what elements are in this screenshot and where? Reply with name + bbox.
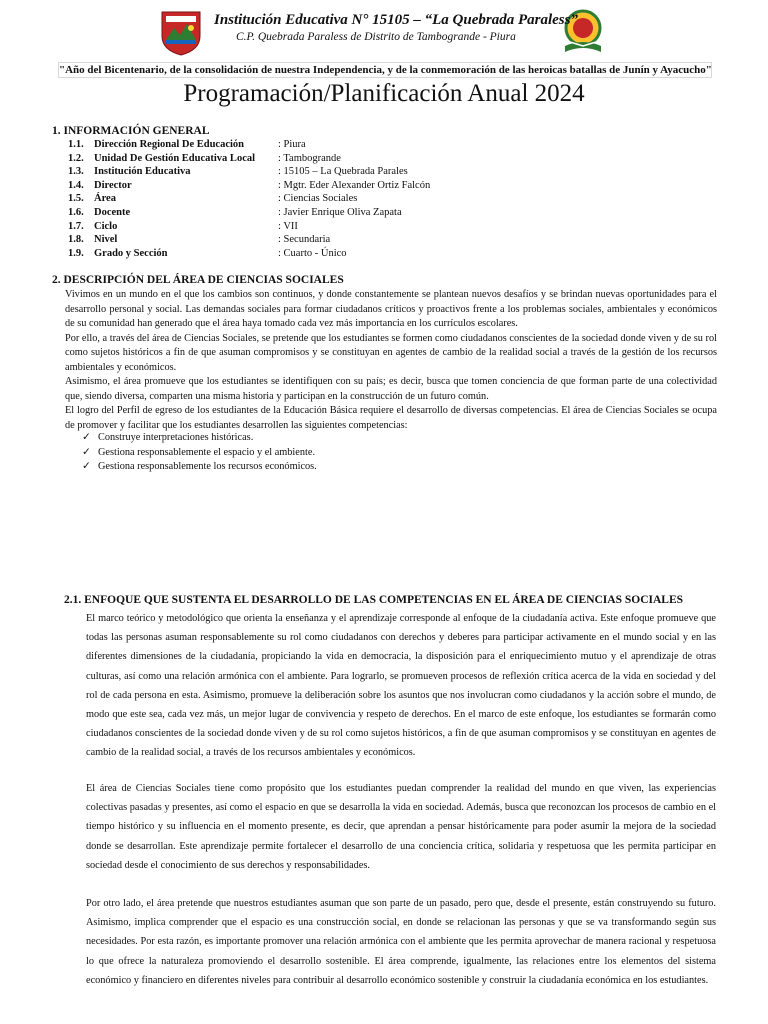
paragraph: Por ello, a través del área de Ciencias Sociales, se pretende que los estudiantes se formen como ciudadanos conscientes de la sociedad donde viven y de su rol como sujetos históricos a fin de que asuman compromisos y se constituyan en agentes de cambio de la realidad social a través de la gestión de los recursos ambientales y económicos.: [65, 332, 717, 373]
info-row: [68, 207, 748, 221]
competencias-list: [82, 431, 317, 475]
year-motto: "Año del Bicentenario, de la consolidación de nuestra Independencia, y de la conmemoración de las heroicas batallas de Junín y Ayacucho": [59, 64, 712, 76]
list-item: [82, 431, 317, 446]
institution-location: C.P. Quebrada Paraless de Distrito de Tambogrande - Piura: [236, 31, 516, 43]
info-number: 1.7.: [68, 220, 84, 232]
info-number: 1.2.: [68, 152, 84, 164]
school-crest-icon: [158, 10, 204, 56]
section-1-heading: 1. INFORMACIÓN GENERAL: [52, 125, 210, 137]
info-row: [68, 234, 748, 248]
info-value: : 15105 – La Quebrada Parales: [278, 166, 408, 178]
info-number: 1.3.: [68, 166, 84, 178]
info-label: Área: [94, 193, 116, 205]
institution-name: Institución Educativa N° 15105 – “La Quebrada Paraless”: [214, 12, 578, 28]
section-2-1-heading: 2.1. ENFOQUE QUE SUSTENTA EL DESARROLLO DE LAS COMPETENCIAS EN EL ÁREA DE CIENCIAS SOCIALES: [64, 594, 684, 606]
list-item: [82, 446, 317, 461]
paragraph: El logro del Perfil de egreso de los estudiantes de la Educación Básica requiere el desarrollo de diversas competencias. El área de Ciencias Sociales se ocupa de promover y facilitar que los estudiantes desarrollen las siguientes competencias:: [65, 405, 717, 431]
info-row: [68, 166, 748, 180]
info-row: [68, 139, 748, 153]
info-label: Docente: [94, 207, 131, 218]
checkmark-icon: ✓: [82, 446, 91, 458]
info-label: Nivel: [94, 234, 118, 246]
info-value: : Tambogrande: [278, 152, 341, 164]
info-number: 1.1.: [68, 139, 84, 150]
por-otro-lado-paragraph: Por otro lado, el área pretende que nuestros estudiantes asuman que son parte de un pasado, pero que, desde el presente, están construyendo su futuro. Asimismo, implica comprender que el espacio es una construcción social, en donde se relacionan las personas y que se va transformando según sus necesidades. Por esta razón, es importante promover una relación armónica con el ambiente que les permita aprovechar de manera racional y respetuosa lo que ofrece la naturaleza promoviendo el desarrollo sostenible. El área comprende, igualmente, las relaciones entre los elementos del sistema económico y financiero en diferentes niveles para contribuir al desarrollo económico sostenible y construir la ciudadanía económica en los estudiantes.: [86, 898, 716, 986]
proposito-paragraph: El área de Ciencias Sociales tiene como propósito que los estudiantes puedan comprender la realidad del mundo en que viven, las experiencias colectivas pasadas y presentes, así como el espacio en que se desarrolla la vida en sociedad. Además, busca que reconozcan los procesos de cambio en el tiempo histórico y su influencia en el momento presente, es decir, que aprendan a pensar históricamente para poder asumir la mejora de la sociedad donde se desarrollan. Este aprendizaje permite fortalecer el desarrollo de una conciencia crítica, solidaria y respetuosa que les permita participar en sociedad desde el conocimiento de sus derechos y responsabilidades.: [86, 783, 716, 871]
info-label: Unidad De Gestión Educativa Local: [94, 152, 256, 164]
info-label: Ciclo: [94, 220, 118, 232]
info-number: 1.5.: [68, 193, 84, 205]
info-value: : Mgtr. Eder Alexander Ortiz Falcón: [278, 179, 431, 191]
enfoque-paragraph: El marco teórico y metodológico que orienta la enseñanza y el aprendizaje corresponde al enfoque de la ciudadanía activa. Este enfoque promueve que todas las personas asuman responsablemente su rol como ciudadanos con derechos y deberes para participar activamente en el mundo social y en las diferentes dimensiones de la ciudadanía, propiciando la vida en democracia, la disposición para el enriquecimiento mutuo y el aprendizaje de otras culturas, así como una relación armónica con el ambiente. Para lograrlo, se promueven procesos de reflexión crítica acerca de la vida en sociedad y del rol de cada persona en esta. Asimismo, promueve la deliberación sobre los asuntos que nos involucran como ciudadanos y la acción sobre el mundo, de modo que este sea, cada vez más, un mejor lugar de convivencia y respeto de derechos. En el marco de este enfoque, los estudiantes se formarán como ciudadanos conscientes de la sociedad donde viven y de su rol como sujetos históricos, a fin de que asuman compromisos y se constituyan en agentes de cambio de la realidad social, a través de los recursos ambientales y económicos.: [86, 613, 716, 759]
info-row: [68, 221, 748, 235]
section-2-heading: 2. DESCRIPCIÓN DEL ÁREA DE CIENCIAS SOCIALES: [52, 274, 344, 286]
paragraph: Asimismo, el área promueve que los estudiantes se identifiquen con su país; es decir, busca que tomen conciencia de que forman parte de una colectividad que, siendo diversa, comparten una misma historia y participan en la construcción de un futuro común.: [65, 376, 717, 402]
page-title: Programación/Planificación Anual 2024: [183, 80, 585, 107]
info-label: Dirección Regional De Educación: [94, 139, 245, 150]
competencia-label: Construye interpretaciones históricas.: [98, 432, 254, 443]
list-item: [82, 460, 317, 475]
info-value: : VII: [278, 220, 298, 232]
info-value: : Ciencias Sociales: [278, 193, 358, 205]
info-number: 1.6.: [68, 207, 84, 218]
info-value: : Secundaria: [278, 234, 331, 246]
info-value: : Piura: [278, 139, 306, 150]
paragraph: Vivimos en un mundo en el que los cambios son continuos, y donde constantemente se plantean nuevos desafíos y se brindan nuevas oportunidades para el desarrollo personal y social. Las demandas sociales para formar ciudadanos críticos y proactivos frente a los problemas sociales, ambientales y económicos de su comunidad han generado que el área haya tomado cada vez más importancia en los currículos escolares.: [65, 289, 717, 329]
info-label: Director: [94, 179, 132, 191]
competencia-label: Gestiona responsablemente los recursos económicos.: [98, 461, 317, 472]
competencia-label: Gestiona responsablemente el espacio y el ambiente.: [98, 446, 316, 458]
info-number: 1.4.: [68, 179, 84, 191]
area-description: [65, 288, 717, 433]
info-row: [68, 180, 748, 194]
info-row: [68, 153, 748, 167]
info-value: : Cuarto - Único: [278, 247, 347, 259]
info-row: [68, 193, 748, 207]
info-number: 1.8.: [68, 234, 84, 246]
checkmark-icon: ✓: [82, 432, 91, 443]
info-number: 1.9.: [68, 247, 84, 259]
info-label: Grado y Sección: [94, 247, 168, 259]
info-label: Institución Educativa: [94, 166, 191, 178]
info-row: [68, 248, 748, 262]
info-value: : Javier Enrique Oliva Zapata: [278, 207, 402, 218]
checkmark-icon: ✓: [82, 461, 91, 472]
